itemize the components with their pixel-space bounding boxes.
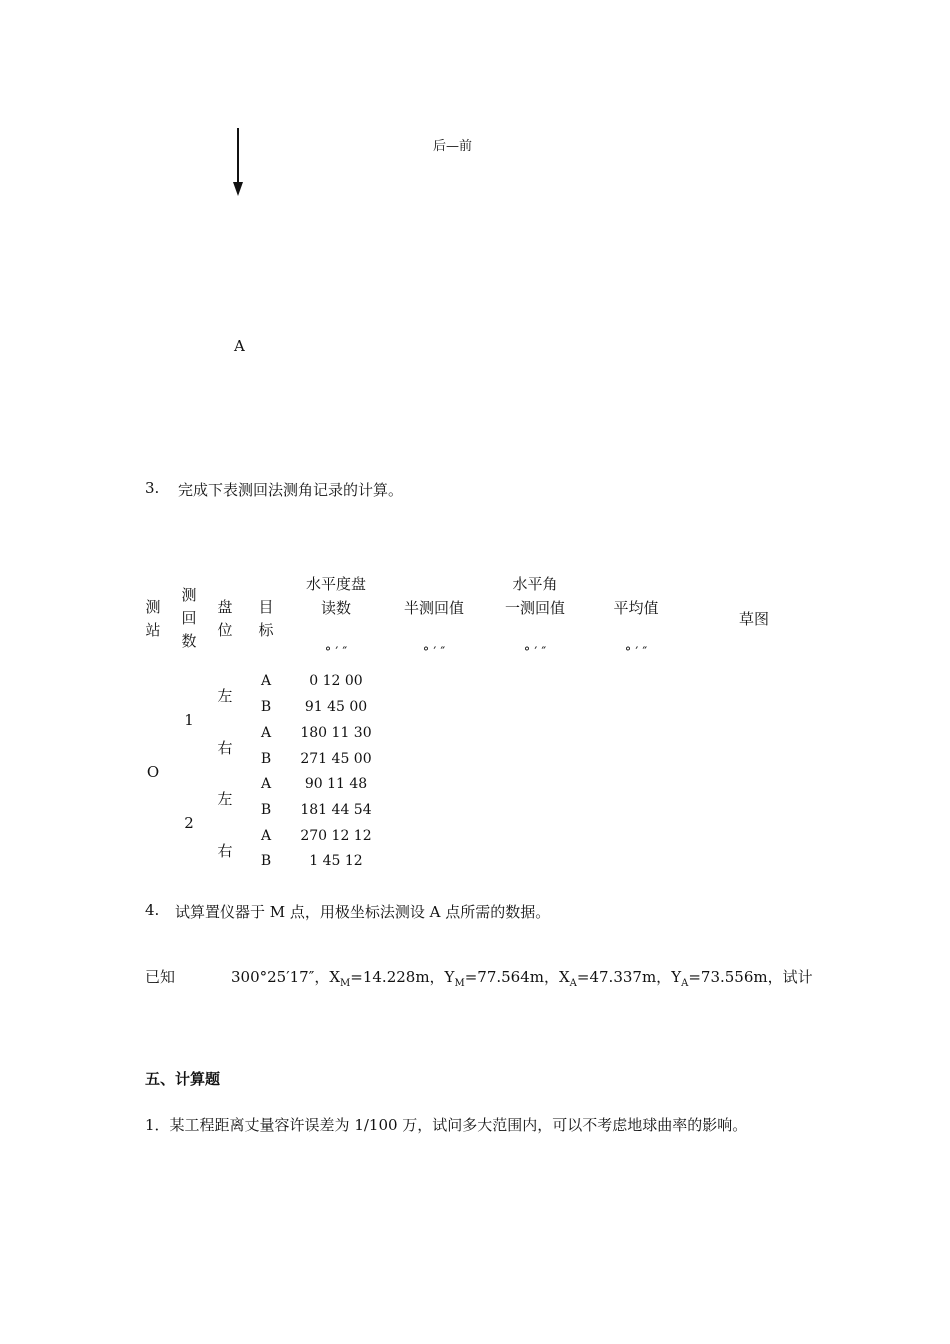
q3-text: 完成下表测回法测角记录的计算。 [178,481,404,499]
station-value: O [146,763,160,781]
ym-sub: M [454,978,465,989]
header-half-round: 半测回值 [403,599,464,617]
face-right-2: 右 [217,842,233,860]
unit-reading: ° ′ ″ [324,645,348,660]
q4-number: 4. [145,901,160,919]
xa-sub: A [569,978,577,989]
row-reading: 0 12 00 [309,673,363,689]
header-one-round-line1: 水平角 [512,575,558,593]
unit-average: ° ′ ″ [624,645,648,660]
row-reading: 270 12 12 [300,828,372,844]
q4-text: 试算置仪器于 M 点，用极坐标法测设 A 点所需的数据。 [175,903,551,921]
xm-label: X [329,968,341,986]
header-sketch: 草图 [738,610,769,628]
row-target: B [260,751,272,767]
row-target: A [260,828,272,844]
xa-label: X [558,968,570,986]
section-title: 五、计算题 [145,1070,221,1088]
header-reading-line1: 水平度盘 [305,575,366,593]
ym-value: =77.564m， [464,968,559,986]
section5-q1: 1．某工程距离丈量容许误差为 1/100 万，试问多大范围内，可以不考虑地球曲率的影响。 [145,1116,748,1134]
round-1: 1 [184,711,194,729]
back-front-label: 后—前 [433,139,473,154]
row-target: B [260,853,272,869]
round-2: 2 [184,814,194,832]
point-a-label: A [234,337,245,355]
row-target: B [260,802,272,818]
face-left-1: 左 [217,687,233,705]
header-target: 目 标 [258,598,274,639]
ym-label: Y [444,968,455,986]
row-target: A [260,725,272,741]
ya-value: =73.556m，试计 [688,968,813,986]
xa-value: =47.337m， [576,968,672,986]
row-reading: 1 45 12 [309,853,363,869]
header-one-round-line2: 一测回值 [504,599,565,617]
row-target: B [260,699,272,715]
unit-one-round: ° ′ ″ [523,645,547,660]
header-station: 测 站 [145,598,161,639]
header-rounds: 测 回 数 [181,586,197,650]
direction-arrow [228,126,248,200]
ya-label: Y [671,968,682,986]
known-label: 已知 [145,968,176,986]
row-target: A [260,776,272,792]
xm-sub: M [340,978,351,989]
row-target: A [260,673,272,689]
header-average: 平均值 [613,599,659,617]
unit-half-round: ° ′ ″ [422,645,446,660]
q3-number: 3. [145,479,160,497]
row-reading: 90 11 48 [304,776,368,792]
header-reading-line2: 读数 [320,599,351,617]
xm-value: =14.228m， [350,968,445,986]
known-values [231,966,813,989]
row-reading: 181 44 54 [300,802,372,818]
ya-sub: A [681,978,689,989]
face-right-1: 右 [217,739,233,757]
row-reading: 180 11 30 [300,725,372,741]
face-left-2: 左 [217,790,233,808]
angle-value: 300°25′17″， [231,968,330,986]
row-reading: 271 45 00 [300,751,372,767]
header-face: 盘 位 [217,598,233,639]
row-reading: 91 45 00 [304,699,368,715]
